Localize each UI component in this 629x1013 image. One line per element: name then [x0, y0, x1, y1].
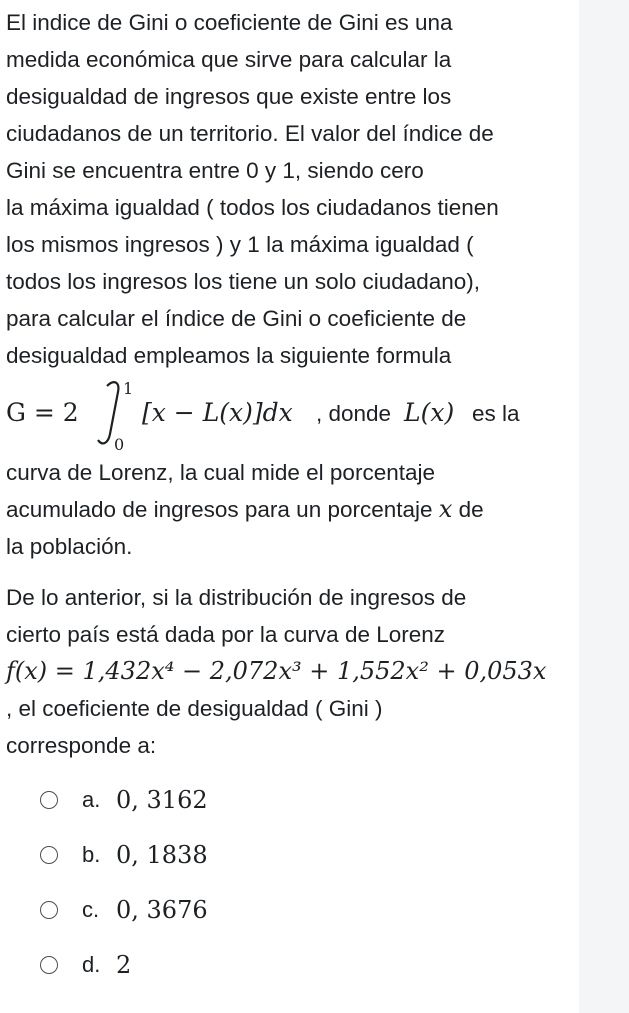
option-c[interactable] — [40, 890, 208, 930]
integral-upper-limit: 1 — [123, 379, 134, 398]
radio-button[interactable] — [40, 791, 58, 809]
option-value: 0, 3676 — [116, 896, 208, 924]
question-line: cierto país está dada por la curva de Lorenz — [6, 622, 446, 647]
radio-button[interactable] — [40, 956, 58, 974]
option-b[interactable] — [40, 835, 208, 875]
word-de: de — [458, 497, 484, 522]
option-letter: b. — [82, 842, 101, 867]
question-line: todos los ingresos los tiene un solo ciudadano), — [6, 269, 481, 294]
question-line: ciudadanos de un territorio. El valor del índice de — [6, 121, 494, 146]
option-letter: a. — [82, 787, 101, 812]
question-text — [6, 4, 586, 764]
question-line: De lo anterior, si la distribución de ingresos de — [6, 585, 467, 610]
option-value: 2 — [116, 951, 132, 979]
question-line-text: acumulado de ingresos para un porcentaje — [6, 497, 433, 522]
formula-lhs: G = 2 — [6, 398, 79, 427]
question-line — [6, 491, 586, 528]
option-value: 0, 1838 — [116, 841, 208, 869]
question-line: medida económica que sirve para calcular la — [6, 47, 452, 72]
formula-integrand: [x − L(x)]dx — [142, 398, 293, 427]
paragraph-gap — [6, 565, 586, 579]
gini-formula — [6, 374, 586, 454]
option-value: 0, 3162 — [116, 786, 208, 814]
question-line: para calcular el índice de Gini o coeficiente de — [6, 306, 467, 331]
variable-x: x — [438, 495, 453, 523]
question-line: desigualdad de ingresos que existe entre los — [6, 84, 452, 109]
question-line: El indice de Gini o coeficiente de Gini es una — [6, 10, 453, 35]
radio-button[interactable] — [40, 901, 58, 919]
question-line: , el coeficiente de desigualdad ( Gini ) — [6, 696, 383, 721]
option-d[interactable] — [40, 945, 131, 985]
lorenz-polynomial: f(x) = 1,432x⁴ − 2,072x³ + 1,552x² + 0,053x — [6, 657, 547, 685]
question-line: los mismos ingresos ) y 1 la máxima igualdad ( — [6, 232, 474, 257]
question-line: curva de Lorenz, la cual mide el porcentaje — [6, 460, 435, 485]
option-a[interactable] — [40, 780, 208, 820]
question-line: la máxima igualdad ( todos los ciudadanos tienen — [6, 195, 499, 220]
page-margin-strip — [579, 0, 629, 1013]
radio-button[interactable] — [40, 846, 58, 864]
question-line: desigualdad empleamos la siguiente formula — [6, 343, 452, 368]
formula-tail: es la — [472, 401, 520, 426]
question-line: la población. — [6, 534, 133, 559]
option-letter: c. — [82, 897, 100, 922]
formula-donde: , donde — [316, 401, 392, 426]
option-letter: d. — [82, 952, 101, 977]
integral-lower-limit: 0 — [114, 435, 125, 454]
lorenz-symbol: L(x) — [404, 398, 455, 427]
question-line: corresponde a: — [6, 733, 157, 758]
question-line: Gini se encuentra entre 0 y 1, siendo cero — [6, 158, 424, 183]
gini-formula-render — [6, 374, 606, 454]
